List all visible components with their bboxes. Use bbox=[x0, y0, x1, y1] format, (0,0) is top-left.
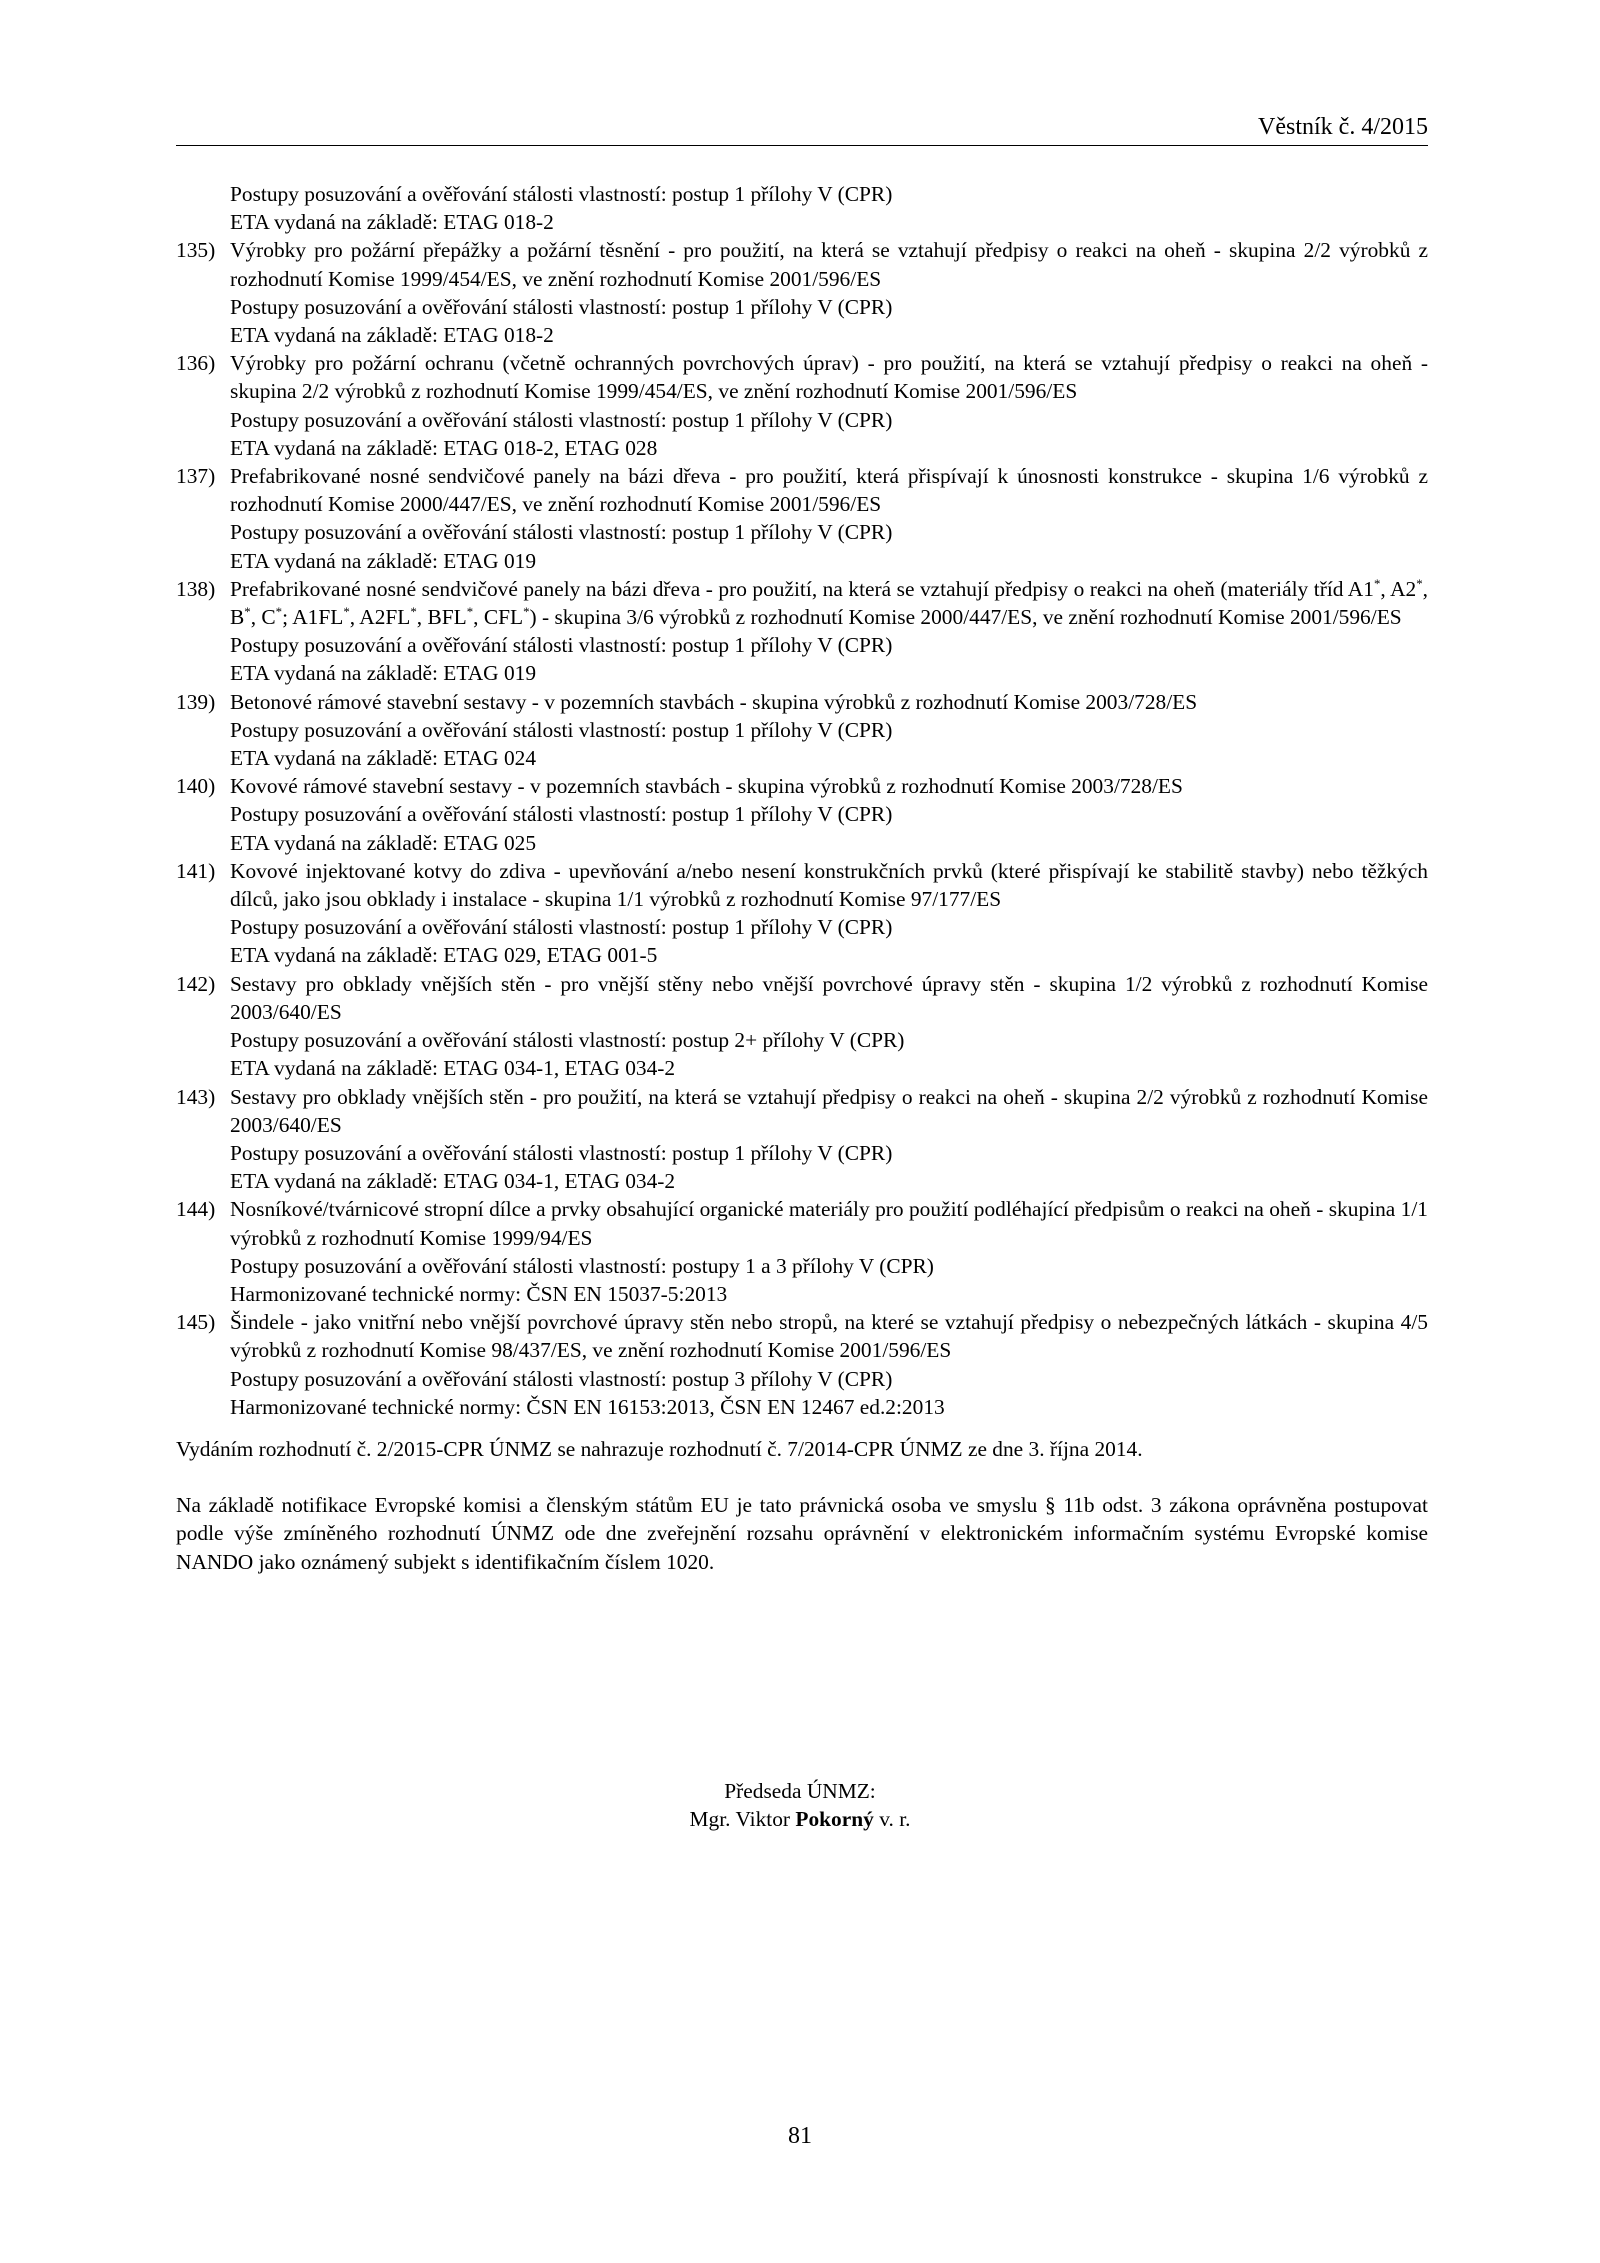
item-text-part: ) - skupina 3/6 výrobků z rozhodnutí Komise 2000/447/ES, ve znění rozhodnutí Komise 2001/596/ES bbox=[529, 605, 1402, 630]
intro-basis: ETA vydaná na základě: ETAG 018-2 bbox=[230, 210, 554, 235]
document-body bbox=[176, 180, 1428, 1576]
item-text: Nosníkové/tvárnicové stropní dílce a prvky obsahující organické materiály pro použití podléhající předpisům o reakci na oheň - skupina 1/1 výrobků z rozhodnutí Komise 1999/94/ES bbox=[230, 1197, 1428, 1250]
item-text-part: ; A1FL bbox=[282, 605, 344, 630]
item-basis: ETA vydaná na základě: ETAG 019 bbox=[230, 548, 537, 573]
item-basis: Harmonizované technické normy: ČSN EN 16153:2013, ČSN EN 12467 ed.2:2013 bbox=[230, 1394, 945, 1419]
item-basis: ETA vydaná na základě: ETAG 029, ETAG 001-5 bbox=[230, 943, 658, 968]
list-item-144 bbox=[176, 1195, 1428, 1308]
item-number: 145) bbox=[176, 1310, 216, 1335]
item-text: Betonové rámové stavební sestavy - v pozemních stavbách - skupina výrobků z rozhodnutí Komise 2003/728/ES bbox=[230, 689, 1198, 714]
item-procedure: Postupy posuzování a ověřování stálosti vlastností: postup 1 přílohy V (CPR) bbox=[230, 717, 893, 742]
item-basis: ETA vydaná na základě: ETAG 019 bbox=[230, 661, 537, 686]
list-item-140 bbox=[176, 772, 1428, 857]
item-procedure: Postupy posuzování a ověřování stálosti vlastností: postup 1 přílohy V (CPR) bbox=[230, 1140, 893, 1165]
item-basis: Harmonizované technické normy: ČSN EN 15037-5:2013 bbox=[230, 1281, 728, 1306]
item-number: 135) bbox=[176, 238, 216, 263]
item-basis: ETA vydaná na základě: ETAG 018-2 bbox=[230, 323, 554, 348]
replacement-paragraph: Vydáním rozhodnutí č. 2/2015-CPR ÚNMZ se nahrazuje rozhodnutí č. 7/2014-CPR ÚNMZ ze dne 3. října 2014. bbox=[176, 1436, 1143, 1461]
item-procedure: Postupy posuzování a ověřování stálosti vlastností: postup 1 přílohy V (CPR) bbox=[230, 407, 893, 432]
item-body bbox=[230, 857, 1428, 970]
page-number: 81 bbox=[788, 2123, 812, 2149]
signature-surname: Pokorný bbox=[795, 1807, 874, 1832]
item-body bbox=[230, 970, 1428, 1083]
item-text: Kovové injektované kotvy do zdiva - upevňování a/nebo nesení konstrukčních prvků (které přispívají ke stabilitě stavby) nebo těžkých dílců, jako jsou obklady i instalace - skupina 1/1 výrobků z rozhodnutí Komise 97/177/ES bbox=[230, 858, 1428, 912]
item-procedure: Postupy posuzování a ověřování stálosti vlastností: postup 1 přílohy V (CPR) bbox=[230, 633, 893, 658]
asterisk: * bbox=[523, 604, 530, 619]
signature-name bbox=[0, 1805, 1600, 1833]
item-text bbox=[230, 575, 1428, 631]
item-body bbox=[230, 1195, 1428, 1308]
asterisk: * bbox=[1373, 576, 1381, 591]
item-text: Výrobky pro požární přepážky a požární těsnění - pro použití, na která se vztahují předpisy o reakci na oheň - skupina 2/2 výrobků z rozhodnutí Komise 1999/454/ES, ve znění rozhodnutí Komise 2001/596/ES bbox=[230, 238, 1428, 291]
item-body bbox=[230, 688, 1428, 773]
item-procedure: Postupy posuzování a ověřování stálosti vlastností: postup 1 přílohy V (CPR) bbox=[230, 802, 893, 827]
list-item-137 bbox=[176, 462, 1428, 575]
item-text-part: , A2 bbox=[1380, 576, 1417, 601]
signature-block bbox=[0, 1777, 1600, 1833]
list-item-142 bbox=[176, 970, 1428, 1083]
item-basis: ETA vydaná na základě: ETAG 034-1, ETAG 034-2 bbox=[230, 1056, 676, 1081]
item-basis: ETA vydaná na základě: ETAG 025 bbox=[230, 830, 537, 855]
item-number: 141) bbox=[176, 858, 216, 883]
asterisk: * bbox=[410, 604, 417, 619]
signature-role: Předseda ÚNMZ: bbox=[724, 1779, 876, 1803]
item-body bbox=[230, 1083, 1428, 1196]
item-text-part: , CFL bbox=[473, 605, 524, 630]
item-number: 140) bbox=[176, 774, 216, 799]
item-text: Sestavy pro obklady vnějších stěn - pro vnější stěny nebo vnější povrchové úpravy stěn - skupina 1/2 výrobků z rozhodnutí Komise 2003/640/ES bbox=[230, 971, 1428, 1024]
item-number: 139) bbox=[176, 689, 216, 714]
item-text-part: , B bbox=[230, 576, 1428, 630]
list-item-141 bbox=[176, 857, 1428, 970]
asterisk: * bbox=[343, 604, 350, 619]
item-text-part: , A2FL bbox=[349, 605, 411, 630]
item-text-part: , BFL bbox=[416, 605, 467, 630]
asterisk: * bbox=[1416, 576, 1423, 591]
item-basis: ETA vydaná na základě: ETAG 018-2, ETAG 028 bbox=[230, 435, 658, 460]
item-procedure: Postupy posuzování a ověřování stálosti vlastností: postup 1 přílohy V (CPR) bbox=[230, 915, 893, 940]
asterisk: * bbox=[275, 604, 283, 619]
item-number: 136) bbox=[176, 351, 216, 376]
item-body bbox=[230, 1308, 1428, 1421]
item-number: 144) bbox=[176, 1197, 216, 1222]
item-body bbox=[230, 236, 1428, 349]
list-item-135 bbox=[176, 236, 1428, 349]
item-procedure: Postupy posuzování a ověřování stálosti vlastností: postup 1 přílohy V (CPR) bbox=[230, 294, 893, 319]
item-text: Šindele - jako vnitřní nebo vnější povrchové úpravy stěn nebo stropů, na které se vztahují předpisy o nebezpečných látkách - skupina 4/5 výrobků z rozhodnutí Komise 98/437/ES, ve znění rozhodnutí Komise 2001/596/ES bbox=[230, 1310, 1428, 1363]
item-procedure: Postupy posuzování a ověřování stálosti vlastností: postup 3 přílohy V (CPR) bbox=[230, 1366, 893, 1391]
item-text: Kovové rámové stavební sestavy - v pozemních stavbách - skupina výrobků z rozhodnutí Komise 2003/728/ES bbox=[230, 774, 1183, 799]
item-text: Výrobky pro požární ochranu (včetně ochranných povrchových úprav) - pro použití, na která se vztahují předpisy o reakci na oheň - skupina 2/2 výrobků z rozhodnutí Komise 1999/454/ES, ve znění rozhodnutí Komise 2001/596/ES bbox=[230, 351, 1428, 404]
item-number: 143) bbox=[176, 1084, 216, 1109]
signature-prefix: Mgr. Viktor bbox=[689, 1807, 796, 1832]
item-body bbox=[230, 575, 1428, 688]
item-text: Prefabrikované nosné sendvičové panely na bázi dřeva - pro použití, která přispívají k únosnosti konstrukce - skupina 1/6 výrobků z rozhodnutí Komise 2000/447/ES, ve znění rozhodnutí Komise 2001/596/ES bbox=[230, 464, 1428, 517]
asterisk: * bbox=[244, 604, 251, 619]
list-item-143 bbox=[176, 1083, 1428, 1196]
item-basis: ETA vydaná na základě: ETAG 034-1, ETAG 034-2 bbox=[230, 1169, 676, 1194]
notification-paragraph: Na základě notifikace Evropské komisi a členským státům EU je tato právnická osoba ve smyslu § 11b odst. 3 zákona oprávněna postupovat podle výše zmíněného rozhodnutí ÚNMZ ode dne zveřejnění rozsahu oprávnění v elektronickém informačním systému Evropské komise NANDO jako oznámený subjekt s identifikačním číslem 1020. bbox=[176, 1493, 1428, 1574]
list-item-136 bbox=[176, 349, 1428, 462]
item-procedure: Postupy posuzování a ověřování stálosti vlastností: postup 2+ přílohy V (CPR) bbox=[230, 1028, 905, 1053]
item-procedure: Postupy posuzování a ověřování stálosti vlastností: postup 1 přílohy V (CPR) bbox=[230, 520, 893, 545]
item-text: Sestavy pro obklady vnějších stěn - pro použití, na která se vztahují předpisy o reakci na oheň - skupina 2/2 výrobků z rozhodnutí Komise 2003/640/ES bbox=[230, 1084, 1428, 1137]
item-body bbox=[230, 772, 1428, 857]
list-item-139 bbox=[176, 688, 1428, 773]
item-text-part: Prefabrikované nosné sendvičové panely na bázi dřeva - pro použití, na která se vztahují předpisy o reakci na oheň (materiály tříd A1 bbox=[230, 576, 1374, 601]
item-body bbox=[230, 349, 1428, 462]
intro-procedure: Postupy posuzování a ověřování stálosti vlastností: postup 1 přílohy V (CPR) bbox=[230, 182, 893, 206]
item-body bbox=[230, 462, 1428, 575]
item-number: 142) bbox=[176, 971, 216, 996]
list-item-138 bbox=[176, 575, 1428, 688]
journal-header bbox=[176, 112, 1428, 146]
list-item-145 bbox=[176, 1308, 1428, 1421]
signature-suffix: v. r. bbox=[873, 1807, 911, 1832]
item-number: 138) bbox=[176, 576, 216, 601]
item-text-part: , C bbox=[250, 605, 276, 630]
item-basis: ETA vydaná na základě: ETAG 024 bbox=[230, 746, 537, 771]
journal-title: Věstník č. 4/2015 bbox=[1258, 114, 1428, 140]
asterisk: * bbox=[466, 604, 474, 619]
item-procedure: Postupy posuzování a ověřování stálosti vlastností: postupy 1 a 3 přílohy V (CPR) bbox=[230, 1253, 934, 1278]
item-number: 137) bbox=[176, 464, 216, 489]
